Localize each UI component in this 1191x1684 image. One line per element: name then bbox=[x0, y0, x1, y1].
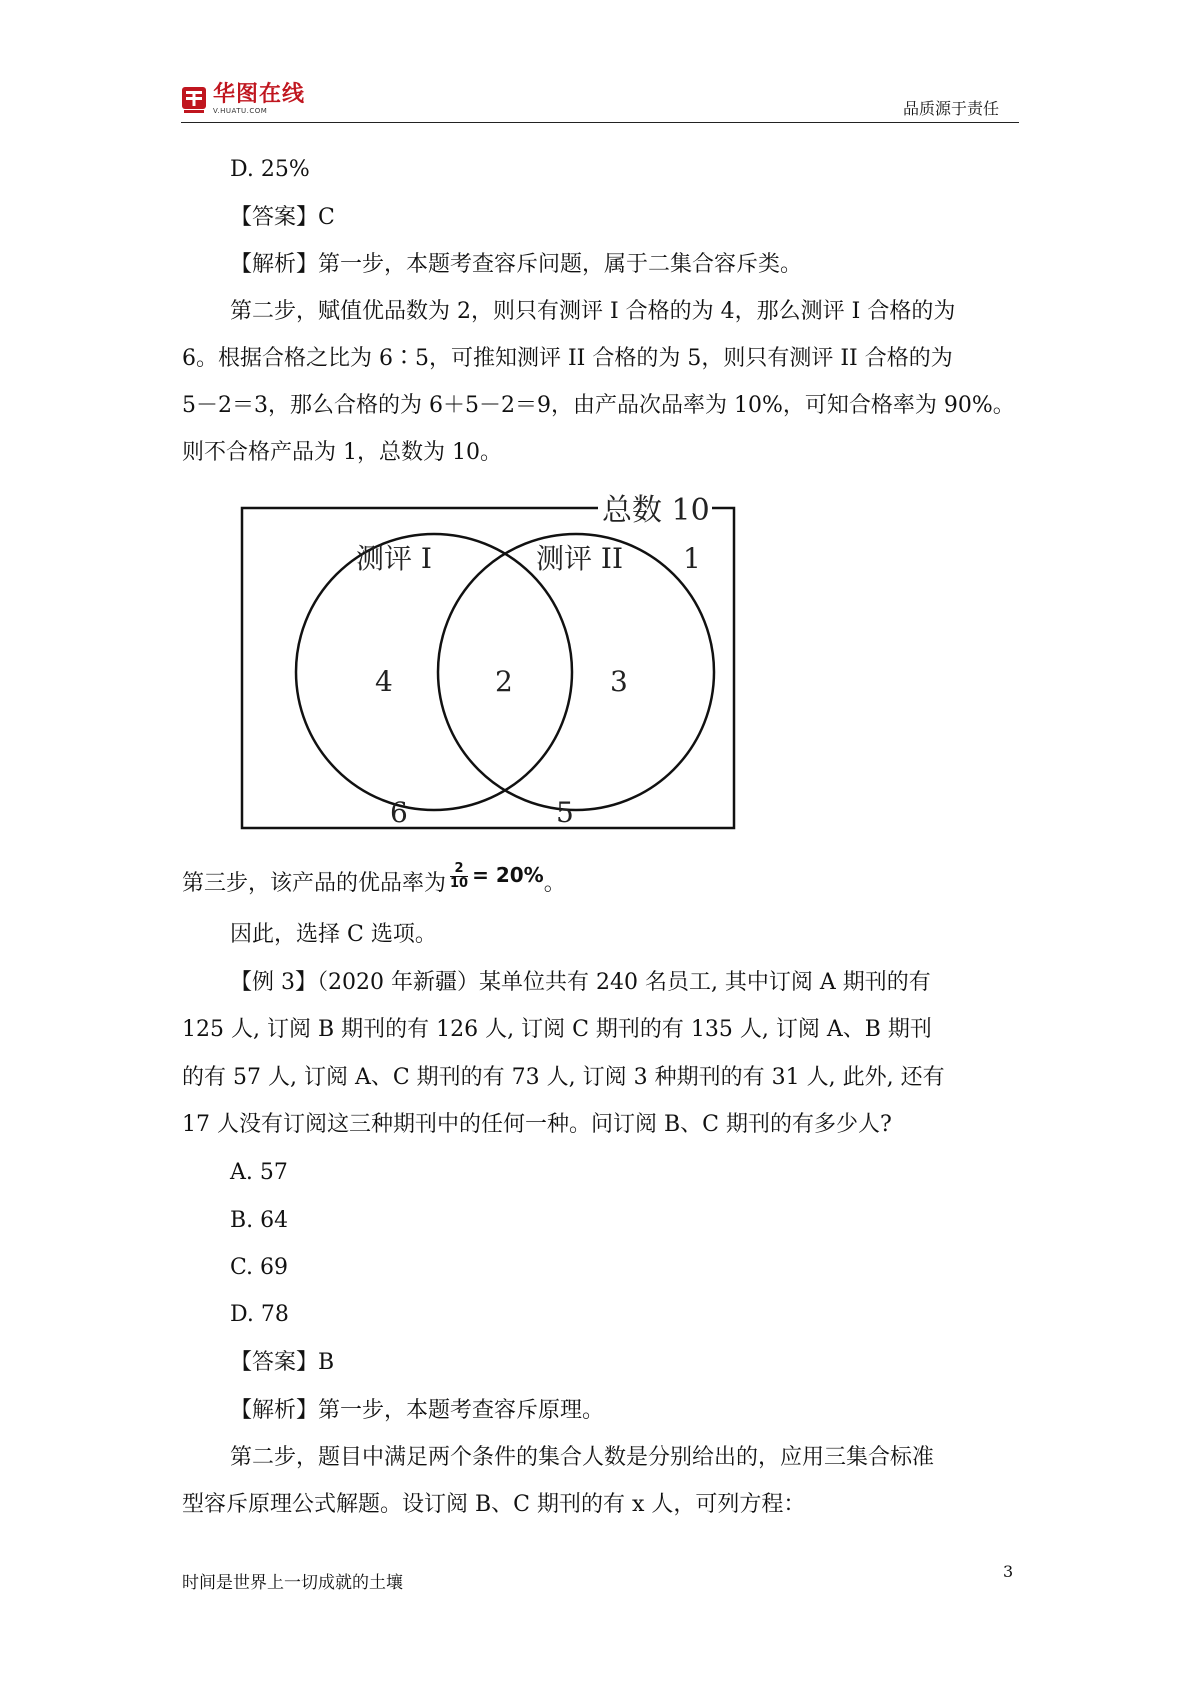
step3-fraction bbox=[450, 862, 468, 891]
page-header bbox=[181, 82, 1019, 123]
q3-option-a: A. 57 bbox=[230, 1160, 288, 1185]
q3-stem-line3: 的有 57 人, 订阅 A、C 期刊的有 73 人, 订阅 3 种期刊的有 31 人, 此外, 还有 bbox=[182, 1065, 945, 1090]
page-number: 3 bbox=[1003, 1562, 1014, 1581]
prev-analysis-step2-line2: 6。根据合格之比为 6∶5，可推知测评 II 合格的为 5，则只有测评 II 合格的为 bbox=[182, 346, 953, 371]
q3-stem-line1: 【例 3】（2020 年新疆）某单位共有 240 名员工, 其中订阅 A 期刊的有 bbox=[230, 970, 931, 995]
q3-option-b: B. 64 bbox=[230, 1208, 289, 1233]
venn-only-set2-value: 3 bbox=[610, 665, 628, 698]
q3-analysis-step2-line1: 第二步，题目中满足两个条件的集合人数是分别给出的，应用三集合标准 bbox=[230, 1445, 935, 1470]
header-slogan: 品质源于责任 bbox=[902, 99, 999, 118]
prev-analysis-step2-line4: 则不合格产品为 1，总数为 10。 bbox=[182, 440, 502, 465]
venn-set2-total: 5 bbox=[556, 796, 574, 829]
prev-answer: 【答案】C bbox=[230, 205, 335, 230]
venn-intersection-value: 2 bbox=[495, 665, 513, 698]
huatu-logo-icon bbox=[181, 86, 207, 114]
prev-analysis-step1: 【解析】第一步，本题考查容斥问题，属于二集合容斥类。 bbox=[230, 252, 803, 277]
q3-stem-line4: 17 人没有订阅这三种期刊中的任何一种。问订阅 B、C 期刊的有多少人? bbox=[182, 1112, 892, 1137]
venn-outside-value: 1 bbox=[683, 542, 701, 575]
step3-end: 。 bbox=[543, 871, 566, 896]
q3-analysis-step2-line2: 型容斥原理公式解题。设订阅 B、C 期刊的有 x 人，可列方程： bbox=[182, 1492, 806, 1517]
prev-analysis-step2-line3: 5－2＝3，那么合格的为 6＋5－2＝9，由产品次品率为 10%，可知合格率为 90%。 bbox=[182, 393, 1015, 418]
venn-set1-total: 6 bbox=[390, 796, 408, 829]
venn-circle-set1 bbox=[296, 534, 572, 810]
logo-name: 华图在线 bbox=[213, 82, 306, 107]
step3-line bbox=[182, 860, 566, 899]
venn-set2-label: 测评 II bbox=[536, 542, 624, 575]
q3-option-d: D. 78 bbox=[230, 1302, 289, 1327]
q3-analysis-step1: 【解析】第一步，本题考查容斥原理。 bbox=[230, 1398, 605, 1423]
venn-diagram bbox=[238, 488, 738, 838]
fraction-numerator: 2 bbox=[450, 862, 468, 877]
venn-only-set1-value: 4 bbox=[375, 665, 393, 698]
logo bbox=[181, 84, 305, 115]
venn-set1-label: 测评 I bbox=[356, 542, 432, 575]
logo-url: V.HUATU.COM bbox=[213, 107, 268, 115]
prev-analysis-step2-line1: 第二步，赋值优品数为 2，则只有测评 I 合格的为 4，那么测评 I 合格的为 bbox=[230, 299, 956, 324]
conclusion: 因此，选择 C 选项。 bbox=[230, 922, 437, 947]
step3-prefix: 第三步，该产品的优品率为 bbox=[182, 871, 447, 896]
venn-circle-set2 bbox=[438, 534, 714, 810]
fraction-denominator: 10 bbox=[450, 875, 469, 891]
step3-result: = 20% bbox=[472, 863, 544, 887]
venn-total-label: 总数 10 bbox=[602, 493, 710, 528]
q3-option-c: C. 69 bbox=[230, 1255, 289, 1280]
q3-stem-line2: 125 人, 订阅 B 期刊的有 126 人, 订阅 C 期刊的有 135 人, 订阅 A、B 期刊 bbox=[182, 1017, 932, 1042]
footer-motto: 时间是世界上一切成就的土壤 bbox=[182, 1573, 403, 1593]
q3-answer: 【答案】B bbox=[230, 1350, 335, 1375]
prev-option-d: D. 25% bbox=[230, 157, 310, 182]
